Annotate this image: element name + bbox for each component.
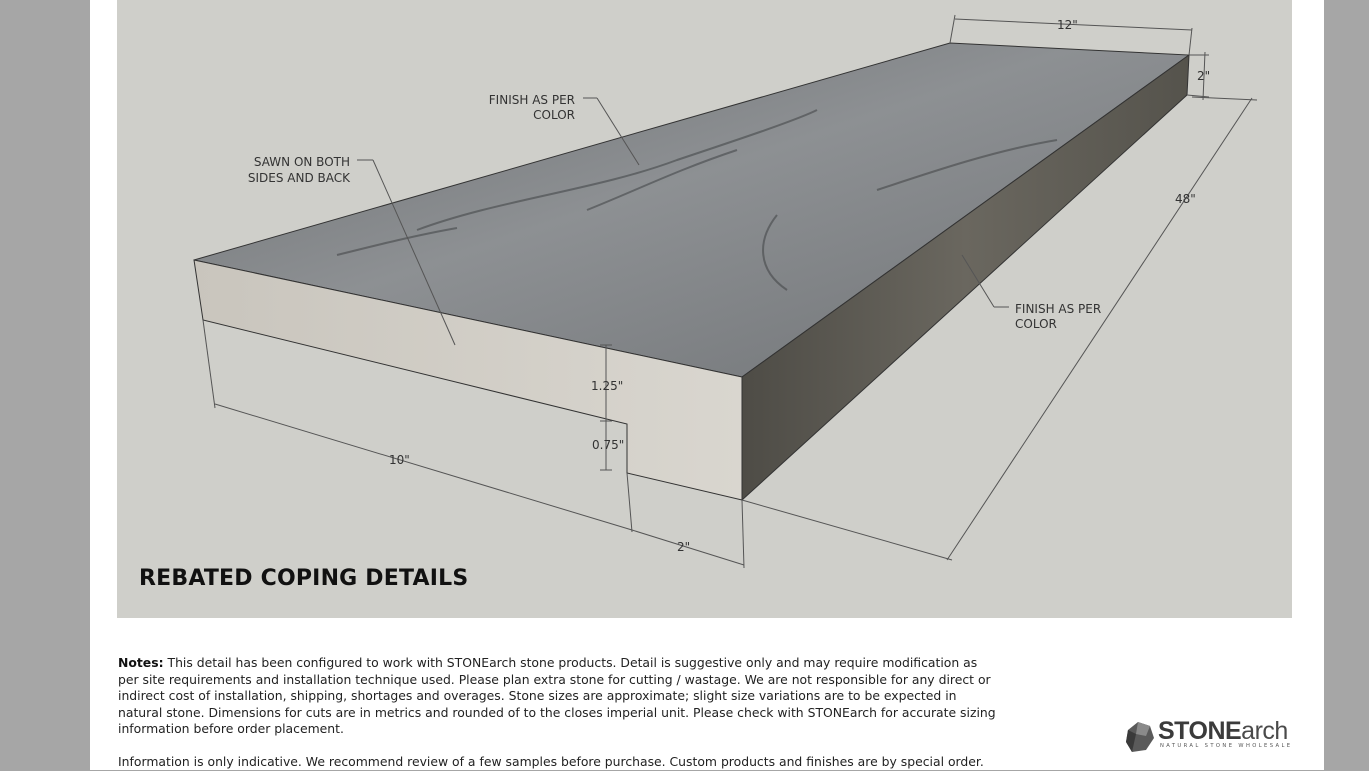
drawing-title: REBATED COPING DETAILS — [139, 566, 469, 591]
dim-depth: 10" — [389, 453, 410, 467]
notes-section — [118, 655, 998, 771]
coping-illustration — [117, 0, 1292, 618]
callout-finish-side-line1: FINISH AS PER — [1015, 302, 1102, 316]
callout-sawn-line2: SIDES AND BACK — [247, 171, 350, 185]
stone-logo-icon — [1124, 720, 1156, 754]
logo-word-light: arch — [1241, 717, 1288, 745]
callout-finish-top-line1: FINISH AS PER — [488, 93, 575, 107]
notes-paragraph — [118, 655, 998, 738]
dim-length: 48" — [1175, 192, 1196, 206]
logo-tagline: NATURAL STONE WHOLESALE — [1160, 743, 1293, 749]
dim-thickness: 2" — [1197, 69, 1211, 83]
coping-drawing — [117, 0, 1292, 618]
document-page — [90, 0, 1324, 770]
dim-face-height: 1.25" — [591, 379, 624, 393]
logo-wordmark — [1158, 718, 1288, 744]
dim-rebate-height: 0.75" — [592, 438, 625, 452]
stonearch-logo — [1124, 718, 1296, 754]
dim-width-top: 12" — [1057, 18, 1078, 32]
callout-sawn-line1: SAWN ON BOTH — [253, 155, 350, 169]
callout-finish-top-line2: COLOR — [533, 108, 575, 122]
callout-finish-side-line2: COLOR — [1015, 317, 1057, 331]
notes-body: This detail has been configured to work with STONEarch stone products. Detail is suggestive only and may require modification as per site requirements and installation technique used. Please plan extra stone for cutting / wastage. We are not responsible for any direct or indirect cost of installation, shipping, shortages and overages. Stone sizes are approximate; slight size variations are to be expected in natural stone. Dimensions for cuts are in metrics and rounded of to the closes imperial unit. Please check with STONEarch for accurate sizing information before order placement. — [118, 655, 996, 737]
dim-rebate-depth: 2" — [677, 540, 691, 554]
notes-label: Notes: — [118, 655, 164, 670]
notes-info: Information is only indicative. We recommend review of a few samples before purchase. Custom products and finishes are by special order. — [118, 753, 984, 769]
logo-word-bold: STONE — [1158, 717, 1242, 745]
